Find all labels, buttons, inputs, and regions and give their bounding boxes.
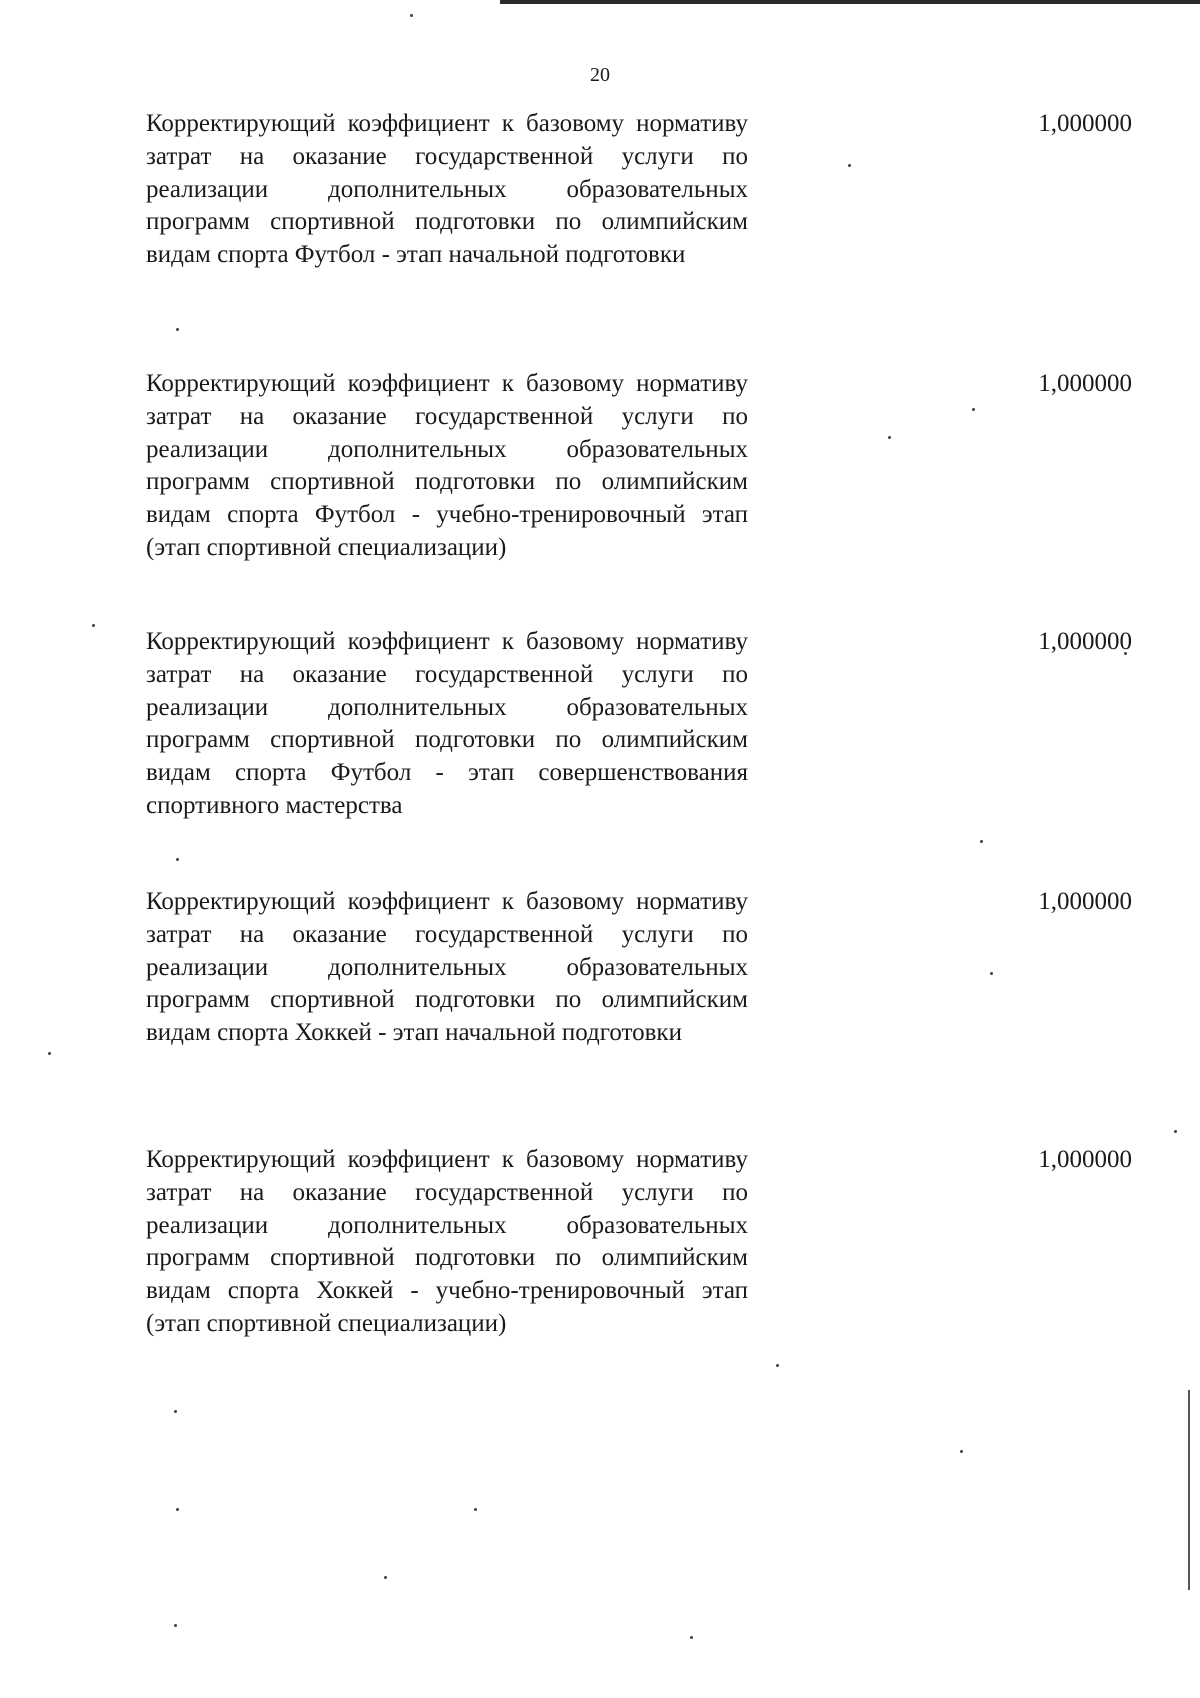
scan-speck (174, 1624, 177, 1627)
scan-speck (48, 1052, 51, 1055)
coefficient-description: Корректирующий коэффициент к базовому нормативу затрат на оказание государственной услуги по реализации дополнительных образовательных программ спортивной подготовки по олимпийским видам спорта Хоккей - этап начальной подготовки (146, 888, 748, 1047)
coefficient-entry (146, 368, 1166, 565)
coefficient-entry (146, 1144, 1166, 1341)
coefficient-description: Корректирующий коэффициент к базовому нормативу затрат на оказание государственной услуги по реализации дополнительных образовательных программ спортивной подготовки по олимпийским видам спорта Футбол - учебно-тренировочный этап (этап спортивной специализации) (146, 370, 748, 561)
scan-speck (960, 1450, 963, 1453)
scan-speck (174, 1410, 177, 1413)
coefficient-value: 1,000000 (1038, 370, 1132, 397)
scan-edge-line-top (500, 0, 1200, 4)
scan-speck (176, 1508, 179, 1511)
page-number: 20 (590, 64, 610, 86)
coefficient-value: 1,000000 (1038, 628, 1132, 655)
coefficient-description: Корректирующий коэффициент к базовому нормативу затрат на оказание государственной услуги по реализации дополнительных образовательных программ спортивной подготовки по олимпийским видам спорта Футбол - этап начальной подготовки (146, 110, 748, 269)
scan-speck (776, 1364, 779, 1367)
scan-speck (980, 840, 983, 843)
coefficient-description: Корректирующий коэффициент к базовому нормативу затрат на оказание государственной услуги по реализации дополнительных образовательных программ спортивной подготовки по олимпийским видам спорта Хоккей - учебно-тренировочный этап (этап спортивной специализации) (146, 1146, 748, 1337)
coefficient-value: 1,000000 (1038, 1146, 1132, 1173)
scan-edge-line-right (1188, 1390, 1190, 1590)
coefficient-description: Корректирующий коэффициент к базовому нормативу затрат на оказание государственной услуги по реализации дополнительных образовательных программ спортивной подготовки по олимпийским видам спорта Футбол - этап совершенствования спортивного мастерства (146, 628, 748, 819)
coefficient-entry (146, 886, 1166, 1050)
scan-speck (176, 328, 179, 331)
scan-speck (474, 1508, 477, 1511)
coefficient-value: 1,000000 (1038, 110, 1132, 137)
scan-speck (92, 624, 95, 627)
coefficient-entry (146, 108, 1166, 272)
scan-speck (690, 1636, 693, 1639)
scan-speck (1174, 1130, 1177, 1133)
scan-speck (410, 14, 413, 17)
coefficient-entry (146, 626, 1166, 823)
scan-speck (384, 1576, 387, 1579)
coefficient-value: 1,000000 (1038, 888, 1132, 915)
scan-speck (176, 858, 179, 861)
